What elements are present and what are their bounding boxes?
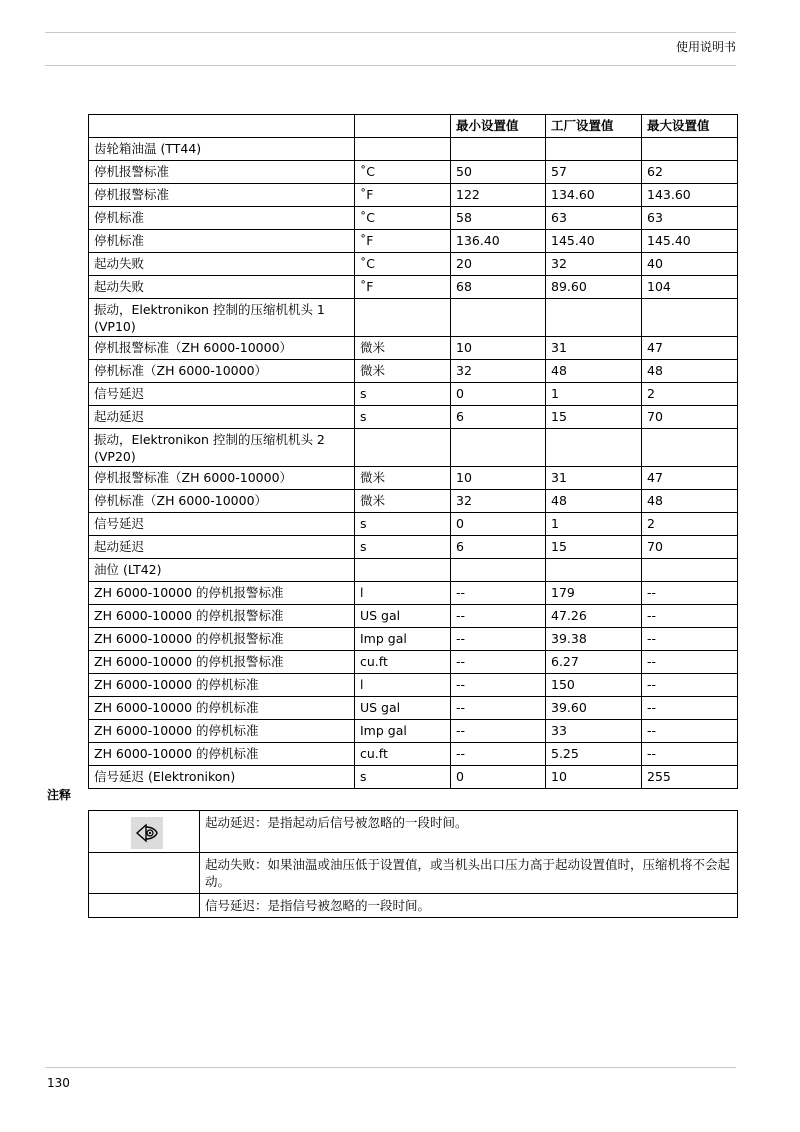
- max-value-cell: 70: [642, 536, 738, 559]
- parameter-cell: 起动延迟: [89, 536, 355, 559]
- table-row: [89, 253, 738, 276]
- unit-cell: l: [355, 674, 451, 697]
- parameter-cell: ZH 6000-10000 的停机标准: [89, 674, 355, 697]
- unit-cell: cu.ft: [355, 743, 451, 766]
- factory-value-cell: 31: [546, 467, 642, 490]
- table-row: [89, 467, 738, 490]
- parameter-cell: ZH 6000-10000 的停机报警标准: [89, 582, 355, 605]
- unit-cell: [355, 138, 451, 161]
- min-value-cell: --: [451, 651, 546, 674]
- max-value-cell: --: [642, 743, 738, 766]
- min-value-cell: 50: [451, 161, 546, 184]
- min-value-cell: 32: [451, 490, 546, 513]
- min-value-cell: 0: [451, 383, 546, 406]
- table-row: [89, 651, 738, 674]
- parameter-cell: 起动延迟: [89, 406, 355, 429]
- note-row: [89, 853, 738, 894]
- table-row: [89, 161, 738, 184]
- max-value-cell: --: [642, 720, 738, 743]
- unit-cell: s: [355, 536, 451, 559]
- notes-heading: 注释: [47, 788, 72, 802]
- factory-value-cell: 39.60: [546, 697, 642, 720]
- settings-table-body: [89, 138, 738, 789]
- parameter-cell: 信号延迟: [89, 513, 355, 536]
- max-value-cell: --: [642, 605, 738, 628]
- parameter-cell: 油位 (LT42): [89, 559, 355, 582]
- table-row: [89, 276, 738, 299]
- table-row: [89, 674, 738, 697]
- unit-cell: [355, 559, 451, 582]
- table-row: [89, 605, 738, 628]
- document-title: 使用说明书: [675, 40, 736, 54]
- factory-value-cell: 57: [546, 161, 642, 184]
- factory-value-cell: 145.40: [546, 230, 642, 253]
- page-number: 130: [47, 1076, 70, 1090]
- unit-cell: ˚F: [355, 276, 451, 299]
- min-value-cell: 6: [451, 406, 546, 429]
- parameter-cell: 起动失败: [89, 276, 355, 299]
- min-value-cell: --: [451, 628, 546, 651]
- parameter-cell: 信号延迟: [89, 383, 355, 406]
- unit-cell: [355, 429, 451, 467]
- factory-value-cell: 47.26: [546, 605, 642, 628]
- max-value-cell: 48: [642, 360, 738, 383]
- factory-value-cell: 33: [546, 720, 642, 743]
- min-value-cell: [451, 299, 546, 337]
- parameter-cell: 信号延迟 (Elektronikon): [89, 766, 355, 789]
- max-value-cell: 104: [642, 276, 738, 299]
- unit-cell: s: [355, 406, 451, 429]
- factory-value-cell: [546, 299, 642, 337]
- unit-cell: ˚F: [355, 184, 451, 207]
- min-value-cell: 136.40: [451, 230, 546, 253]
- note-start-failure: 起动失败：如果油温或油压低于设置值，或当机头出口压力高于起动设置值时，压缩机将不会起动。: [200, 853, 738, 894]
- table-row: [89, 406, 738, 429]
- max-value-cell: --: [642, 651, 738, 674]
- max-value-cell: 63: [642, 207, 738, 230]
- min-value-cell: --: [451, 605, 546, 628]
- max-value-cell: 2: [642, 383, 738, 406]
- factory-value-cell: 15: [546, 406, 642, 429]
- factory-value-cell: 1: [546, 513, 642, 536]
- column-header-min: 最小设置值: [451, 115, 546, 138]
- parameter-cell: ZH 6000-10000 的停机标准: [89, 743, 355, 766]
- parameter-cell: 停机标准（ZH 6000-10000）: [89, 490, 355, 513]
- min-value-cell: 68: [451, 276, 546, 299]
- table-row: [89, 628, 738, 651]
- table-row: [89, 299, 738, 337]
- min-value-cell: 0: [451, 766, 546, 789]
- unit-cell: 微米: [355, 337, 451, 360]
- factory-value-cell: 10: [546, 766, 642, 789]
- factory-value-cell: 39.38: [546, 628, 642, 651]
- unit-cell: US gal: [355, 605, 451, 628]
- parameter-cell: 齿轮箱油温 (TT44): [89, 138, 355, 161]
- header-top-rule: [45, 32, 736, 33]
- parameter-cell: 停机标准（ZH 6000-10000）: [89, 360, 355, 383]
- factory-value-cell: 1: [546, 383, 642, 406]
- max-value-cell: 47: [642, 337, 738, 360]
- parameter-cell: ZH 6000-10000 的停机报警标准: [89, 605, 355, 628]
- table-row: [89, 743, 738, 766]
- parameter-cell: ZH 6000-10000 的停机标准: [89, 697, 355, 720]
- unit-cell: Imp gal: [355, 720, 451, 743]
- parameter-cell: 起动失败: [89, 253, 355, 276]
- factory-value-cell: 48: [546, 490, 642, 513]
- parameter-cell: 停机报警标准: [89, 184, 355, 207]
- max-value-cell: 143.60: [642, 184, 738, 207]
- max-value-cell: 255: [642, 766, 738, 789]
- min-value-cell: [451, 138, 546, 161]
- note-start-delay: 起动延迟：是指起动后信号被忽略的一段时间。: [200, 811, 738, 853]
- parameter-cell: 停机报警标准（ZH 6000-10000）: [89, 467, 355, 490]
- max-value-cell: --: [642, 697, 738, 720]
- min-value-cell: 122: [451, 184, 546, 207]
- table-row: [89, 230, 738, 253]
- max-value-cell: [642, 559, 738, 582]
- factory-value-cell: [546, 429, 642, 467]
- table-row: [89, 360, 738, 383]
- min-value-cell: 32: [451, 360, 546, 383]
- factory-value-cell: 134.60: [546, 184, 642, 207]
- min-value-cell: [451, 429, 546, 467]
- min-value-cell: --: [451, 674, 546, 697]
- max-value-cell: 40: [642, 253, 738, 276]
- unit-cell: s: [355, 383, 451, 406]
- unit-cell: s: [355, 766, 451, 789]
- parameter-cell: 停机报警标准（ZH 6000-10000）: [89, 337, 355, 360]
- min-value-cell: --: [451, 697, 546, 720]
- max-value-cell: 48: [642, 490, 738, 513]
- max-value-cell: --: [642, 582, 738, 605]
- max-value-cell: --: [642, 674, 738, 697]
- column-header-max: 最大设置值: [642, 115, 738, 138]
- unit-cell: ˚C: [355, 253, 451, 276]
- table-row: [89, 536, 738, 559]
- unit-cell: cu.ft: [355, 651, 451, 674]
- min-value-cell: 58: [451, 207, 546, 230]
- factory-value-cell: 63: [546, 207, 642, 230]
- header-bottom-rule: [45, 65, 736, 66]
- min-value-cell: --: [451, 743, 546, 766]
- unit-cell: US gal: [355, 697, 451, 720]
- note-signal-delay: 信号延迟：是指信号被忽略的一段时间。: [200, 894, 738, 918]
- footer-rule: [45, 1067, 736, 1068]
- parameter-cell: 停机标准: [89, 207, 355, 230]
- table-header-row: [89, 115, 738, 138]
- max-value-cell: 70: [642, 406, 738, 429]
- factory-value-cell: 6.27: [546, 651, 642, 674]
- table-row: [89, 720, 738, 743]
- factory-value-cell: 179: [546, 582, 642, 605]
- table-row: [89, 582, 738, 605]
- unit-cell: [355, 299, 451, 337]
- parameter-cell: ZH 6000-10000 的停机报警标准: [89, 651, 355, 674]
- factory-value-cell: 15: [546, 536, 642, 559]
- max-value-cell: 47: [642, 467, 738, 490]
- table-row: [89, 337, 738, 360]
- parameter-cell: 停机标准: [89, 230, 355, 253]
- table-row: [89, 184, 738, 207]
- note-row: [89, 811, 738, 853]
- notes-table: [88, 810, 738, 918]
- min-value-cell: --: [451, 720, 546, 743]
- table-row: [89, 207, 738, 230]
- parameter-cell: 振动，Elektronikon 控制的压缩机机头 1 (VP10): [89, 299, 355, 337]
- min-value-cell: [451, 559, 546, 582]
- table-row: [89, 766, 738, 789]
- table-row: [89, 383, 738, 406]
- parameter-cell: ZH 6000-10000 的停机标准: [89, 720, 355, 743]
- min-value-cell: 10: [451, 337, 546, 360]
- factory-value-cell: 5.25: [546, 743, 642, 766]
- unit-cell: ˚C: [355, 161, 451, 184]
- unit-cell: s: [355, 513, 451, 536]
- settings-table: [88, 114, 738, 789]
- max-value-cell: 145.40: [642, 230, 738, 253]
- column-header-factory: 工厂设置值: [546, 115, 642, 138]
- factory-value-cell: 31: [546, 337, 642, 360]
- max-value-cell: [642, 138, 738, 161]
- unit-cell: 微米: [355, 490, 451, 513]
- table-row: [89, 490, 738, 513]
- column-header-unit: [355, 115, 451, 138]
- parameter-cell: 停机报警标准: [89, 161, 355, 184]
- min-value-cell: 0: [451, 513, 546, 536]
- note-empty-cell: [89, 894, 200, 918]
- factory-value-cell: 150: [546, 674, 642, 697]
- note-icon-cell: [89, 811, 200, 853]
- column-header-parameter: [89, 115, 355, 138]
- unit-cell: ˚F: [355, 230, 451, 253]
- max-value-cell: 2: [642, 513, 738, 536]
- unit-cell: 微米: [355, 467, 451, 490]
- note-empty-cell: [89, 853, 200, 894]
- unit-cell: ˚C: [355, 207, 451, 230]
- table-row: [89, 697, 738, 720]
- table-row: [89, 513, 738, 536]
- unit-cell: l: [355, 582, 451, 605]
- factory-value-cell: 32: [546, 253, 642, 276]
- factory-value-cell: [546, 559, 642, 582]
- parameter-cell: 振动，Elektronikon 控制的压缩机机头 2 (VP20): [89, 429, 355, 467]
- table-row: [89, 559, 738, 582]
- unit-cell: Imp gal: [355, 628, 451, 651]
- max-value-cell: [642, 299, 738, 337]
- min-value-cell: 20: [451, 253, 546, 276]
- factory-value-cell: 89.60: [546, 276, 642, 299]
- min-value-cell: 6: [451, 536, 546, 559]
- table-row: [89, 429, 738, 467]
- parameter-cell: ZH 6000-10000 的停机报警标准: [89, 628, 355, 651]
- note-row: [89, 894, 738, 918]
- factory-value-cell: [546, 138, 642, 161]
- max-value-cell: --: [642, 628, 738, 651]
- factory-value-cell: 48: [546, 360, 642, 383]
- unit-cell: 微米: [355, 360, 451, 383]
- table-row: [89, 138, 738, 161]
- min-value-cell: --: [451, 582, 546, 605]
- max-value-cell: 62: [642, 161, 738, 184]
- eye-hand-icon: [131, 817, 163, 849]
- max-value-cell: [642, 429, 738, 467]
- min-value-cell: 10: [451, 467, 546, 490]
